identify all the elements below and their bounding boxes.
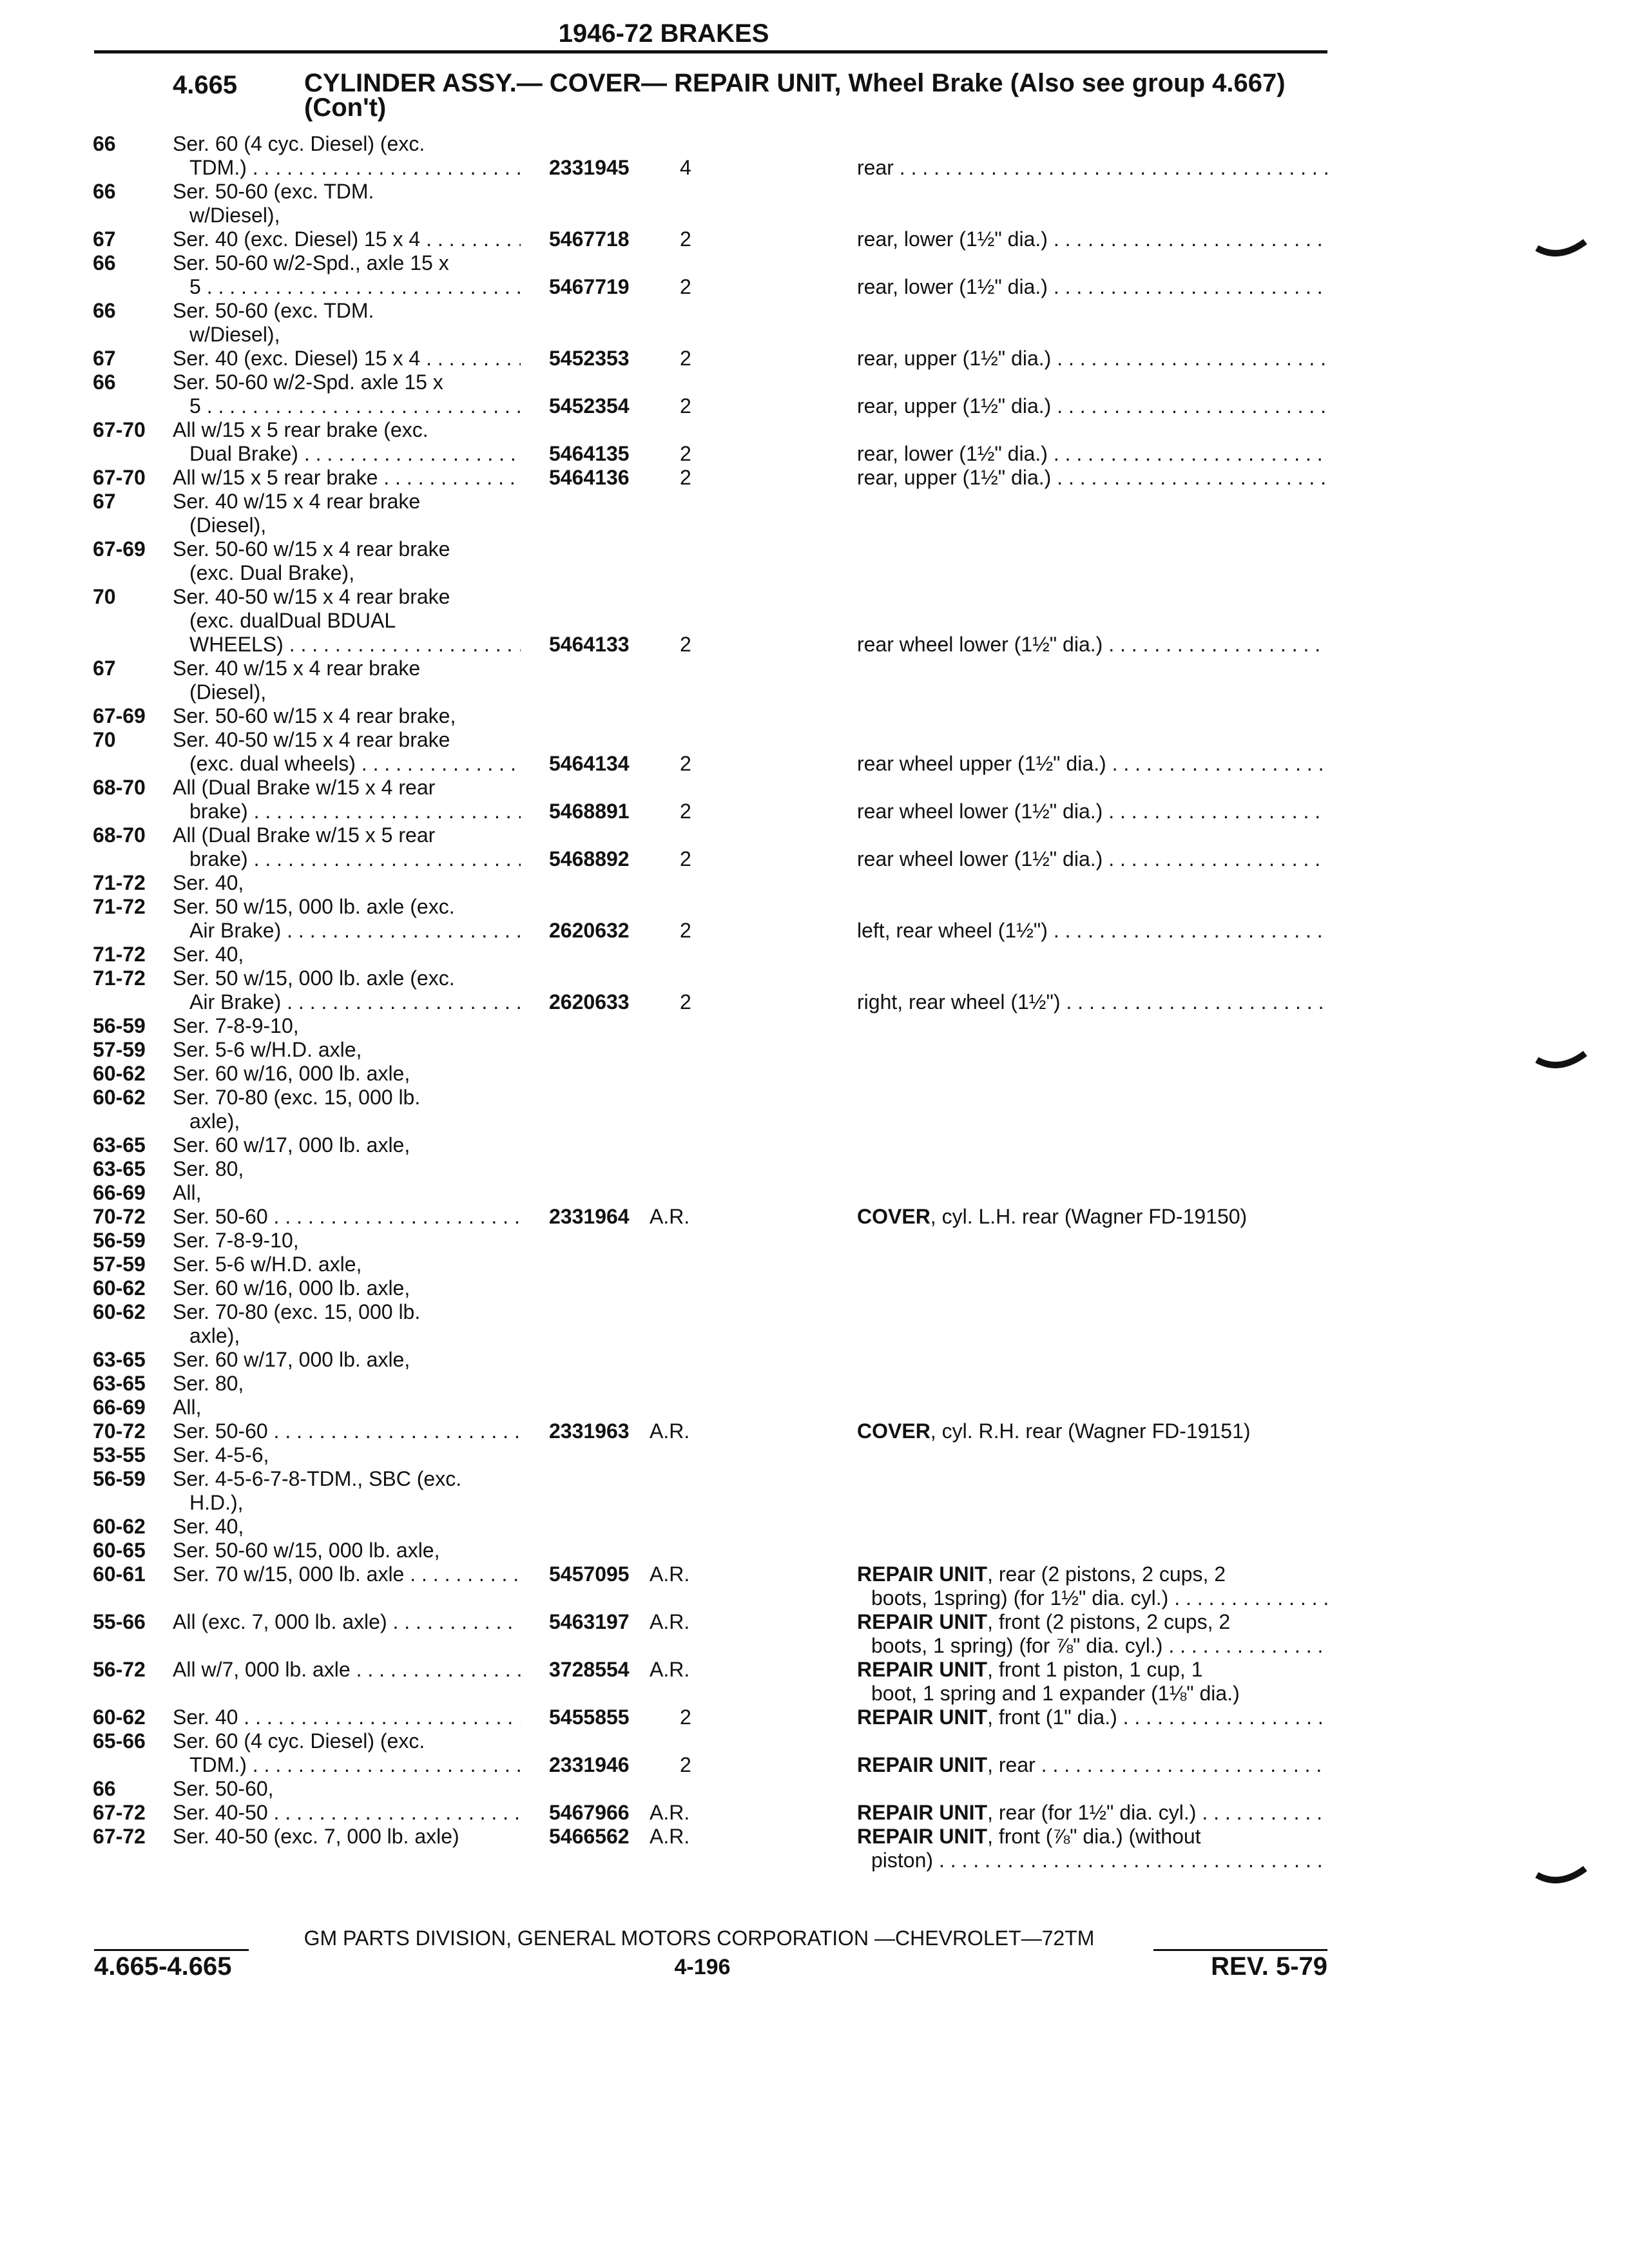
- row-years: 70-72: [93, 1419, 146, 1443]
- application-line: w/Diesel),: [189, 323, 280, 346]
- row-application: [173, 943, 521, 966]
- application-line: Ser. 70-80 (exc. 15, 000 lb.: [173, 1086, 421, 1109]
- row-years: 67: [93, 490, 116, 513]
- row-description: [857, 1658, 1327, 1706]
- row-quantity: 2: [680, 394, 691, 418]
- application-line: Ser. 40 w/15 x 4 rear brake: [173, 490, 421, 513]
- row-years: 68-70: [93, 823, 146, 847]
- description-line: boots, 1spring) (for 1½" dia. cyl.) . . .: [857, 1586, 1327, 1610]
- row-quantity: 2: [680, 919, 691, 942]
- row-quantity: 2: [680, 347, 691, 370]
- application-line: Ser. 7-8-9-10,: [173, 1014, 299, 1037]
- row-description: [857, 1706, 1327, 1729]
- row-part-number: 2331945: [549, 156, 630, 179]
- row-years: 71-72: [93, 966, 146, 990]
- row-quantity: 2: [680, 442, 691, 465]
- row-part-number: 2331946: [549, 1753, 630, 1776]
- row-quantity: 2: [680, 847, 691, 870]
- row-application: [173, 1372, 521, 1396]
- row-quantity: 2: [680, 752, 691, 775]
- row-quantity: A.R.: [650, 1419, 690, 1443]
- application-line: Ser. 50-60,: [173, 1777, 274, 1800]
- application-line: Dual Brake) . . .: [173, 442, 521, 466]
- footer-group-range: 4.665-4.665: [94, 1952, 232, 1981]
- row-description: [857, 1205, 1327, 1229]
- application-line: Ser. 50-60 (exc. TDM.: [173, 180, 374, 203]
- row-years: 66-69: [93, 1396, 146, 1419]
- application-line: Ser. 40,: [173, 871, 244, 894]
- application-line: WHEELS) . . .: [173, 633, 521, 657]
- row-application: [173, 1515, 521, 1539]
- row-description: [857, 442, 1327, 466]
- row-part-number: 2331964: [549, 1205, 630, 1228]
- row-years: 70-72: [93, 1205, 146, 1228]
- application-line: All w/7, 000 lb. axle . . .: [173, 1658, 521, 1682]
- application-line: Ser. 50-60 . . .: [173, 1205, 521, 1229]
- application-line: Ser. 50-60 w/15, 000 lb. axle,: [173, 1539, 440, 1562]
- row-application: [173, 1539, 521, 1562]
- description-line: REPAIR UNIT, front 1 piston, 1 cup, 1: [857, 1658, 1203, 1681]
- footer-page-number: 4-196: [674, 1955, 731, 1979]
- row-application: [173, 180, 521, 227]
- row-quantity: 2: [680, 990, 691, 1014]
- row-years: 60-62: [93, 1515, 146, 1538]
- footer-revision: REV. 5-79: [1211, 1952, 1327, 1981]
- row-years: 60-65: [93, 1539, 146, 1562]
- row-years: 57-59: [93, 1038, 146, 1061]
- row-years: 60-62: [93, 1062, 146, 1085]
- row-quantity: A.R.: [650, 1658, 690, 1681]
- page-header: 1946-72 BRAKES: [558, 19, 769, 48]
- application-line: brake) . . .: [173, 847, 521, 871]
- description-line: REPAIR UNIT, rear . . .: [857, 1753, 1327, 1777]
- application-line: All w/15 x 5 rear brake . . .: [173, 466, 521, 490]
- row-application: [173, 1181, 521, 1205]
- row-application: [173, 1777, 521, 1801]
- row-quantity: 4: [680, 156, 691, 179]
- row-application: [173, 1467, 521, 1515]
- row-years: 60-62: [93, 1276, 146, 1300]
- application-line: Ser. 60 w/17, 000 lb. axle,: [173, 1133, 410, 1157]
- description-line: rear wheel upper (1½" dia.) . . .: [857, 752, 1327, 776]
- application-line: Ser. 40-50 . . .: [173, 1801, 521, 1825]
- row-application: [173, 466, 521, 490]
- row-application: [173, 1729, 521, 1777]
- row-application: [173, 1300, 521, 1348]
- row-application: [173, 251, 521, 299]
- row-quantity: A.R.: [650, 1205, 690, 1228]
- application-line: Ser. 5-6 w/H.D. axle,: [173, 1038, 362, 1061]
- application-line: H.D.),: [189, 1491, 244, 1514]
- row-years: 70: [93, 728, 116, 751]
- row-years: 67-70: [93, 466, 146, 489]
- application-line: Ser. 50 w/15, 000 lb. axle (exc.: [173, 966, 455, 990]
- row-application: [173, 370, 521, 418]
- application-line: (exc. Dual Brake),: [189, 561, 355, 584]
- row-application: [173, 227, 521, 251]
- row-application: [173, 1610, 521, 1634]
- row-years: 66: [93, 251, 116, 274]
- application-line: Ser. 40,: [173, 1515, 244, 1538]
- description-line: rear wheel lower (1½" dia.) . . .: [857, 800, 1327, 823]
- row-application: [173, 1133, 521, 1157]
- application-line: (Diesel),: [189, 514, 267, 537]
- description-line: right, rear wheel (1½") . . .: [857, 990, 1327, 1014]
- row-quantity: A.R.: [650, 1610, 690, 1633]
- row-years: 66: [93, 1777, 116, 1800]
- application-line: Ser. 60 (4 cyc. Diesel) (exc.: [173, 1729, 425, 1753]
- row-application: [173, 1014, 521, 1038]
- application-line: Ser. 50-60 w/2-Spd., axle 15 x: [173, 251, 449, 274]
- row-years: 56-59: [93, 1229, 146, 1252]
- row-application: [173, 657, 521, 704]
- row-part-number: 5464136: [549, 466, 630, 489]
- description-line: rear wheel lower (1½" dia.) . . .: [857, 847, 1327, 871]
- row-quantity: 2: [680, 466, 691, 489]
- row-years: 67-69: [93, 537, 146, 561]
- application-line: Air Brake) . . .: [173, 990, 521, 1014]
- binding-mark: [1534, 226, 1592, 264]
- application-line: All (exc. 7, 000 lb. axle) . . .: [173, 1610, 521, 1634]
- description-line: REPAIR UNIT, front (2 pistons, 2 cups, 2: [857, 1610, 1231, 1633]
- row-description: [857, 1801, 1327, 1825]
- row-years: 66-69: [93, 1181, 146, 1204]
- application-line: (exc. dualDual BDUAL: [189, 609, 396, 632]
- row-part-number: 5467718: [549, 227, 630, 251]
- row-application: [173, 776, 521, 823]
- binding-mark: [1534, 1044, 1592, 1082]
- row-application: [173, 1253, 521, 1276]
- description-line: rear wheel lower (1½" dia.) . . .: [857, 633, 1327, 657]
- application-line: Ser. 60 w/16, 000 lb. axle,: [173, 1062, 410, 1085]
- row-years: 71-72: [93, 895, 146, 918]
- row-description: [857, 1825, 1327, 1872]
- row-quantity: 2: [680, 227, 691, 251]
- description-line: left, rear wheel (1½") . . .: [857, 919, 1327, 943]
- row-part-number: 2331963: [549, 1419, 630, 1443]
- application-line: (exc. dual wheels) . . .: [173, 752, 521, 776]
- row-part-number: 5452354: [549, 394, 630, 418]
- application-line: Ser. 40 (exc. Diesel) 15 x 4 . . .: [173, 347, 521, 370]
- row-application: [173, 966, 521, 1014]
- description-line: piston) . . .: [857, 1849, 1327, 1872]
- application-line: axle),: [189, 1110, 240, 1133]
- application-line: w/Diesel),: [189, 204, 280, 227]
- application-line: Ser. 4-5-6-7-8-TDM., SBC (exc.: [173, 1467, 462, 1490]
- row-application: [173, 347, 521, 370]
- application-line: TDM.) . . .: [173, 156, 521, 180]
- row-years: 53-55: [93, 1443, 146, 1466]
- row-years: 60-62: [93, 1300, 146, 1323]
- row-quantity: 2: [680, 800, 691, 823]
- row-years: 67: [93, 657, 116, 680]
- row-application: [173, 1348, 521, 1372]
- row-part-number: 5457095: [549, 1562, 630, 1586]
- description-line: REPAIR UNIT, rear (2 pistons, 2 cups, 2: [857, 1562, 1226, 1586]
- description-line: rear, lower (1½" dia.) . . .: [857, 227, 1327, 251]
- row-part-number: 5452353: [549, 347, 630, 370]
- application-line: Ser. 60 w/16, 000 lb. axle,: [173, 1276, 410, 1300]
- row-years: 66: [93, 299, 116, 322]
- row-quantity: A.R.: [650, 1825, 690, 1848]
- row-part-number: 5463197: [549, 1610, 630, 1633]
- row-quantity: A.R.: [650, 1562, 690, 1586]
- row-years: 63-65: [93, 1372, 146, 1395]
- application-line: 5 . . .: [173, 275, 521, 299]
- row-description: [857, 800, 1327, 823]
- row-description: [857, 1753, 1327, 1777]
- row-description: [857, 633, 1327, 657]
- row-application: [173, 1396, 521, 1419]
- application-line: Ser. 50 w/15, 000 lb. axle (exc.: [173, 895, 455, 918]
- description-line: COVER, cyl. R.H. rear (Wagner FD-19151): [857, 1419, 1251, 1443]
- row-years: 67-69: [93, 704, 146, 727]
- row-quantity: 2: [680, 275, 691, 298]
- description-line: rear, upper (1½" dia.) . . .: [857, 394, 1327, 418]
- row-years: 67-72: [93, 1825, 146, 1848]
- row-years: 63-65: [93, 1133, 146, 1157]
- row-part-number: 5464135: [549, 442, 630, 465]
- application-line: All,: [173, 1181, 202, 1204]
- application-line: All (Dual Brake w/15 x 5 rear: [173, 823, 436, 847]
- application-line: axle),: [189, 1324, 240, 1347]
- application-line: Ser. 60 w/17, 000 lb. axle,: [173, 1348, 410, 1371]
- application-line: Ser. 40,: [173, 943, 244, 966]
- application-line: Ser. 70-80 (exc. 15, 000 lb.: [173, 1300, 421, 1323]
- description-line: boots, 1 spring) (for ⅞" dia. cyl.) . . .: [857, 1634, 1327, 1658]
- row-years: 63-65: [93, 1157, 146, 1180]
- row-application: [173, 537, 521, 585]
- row-application: [173, 1419, 521, 1443]
- application-line: Ser. 4-5-6,: [173, 1443, 269, 1466]
- row-description: [857, 1610, 1327, 1658]
- row-description: [857, 990, 1327, 1014]
- row-application: [173, 1562, 521, 1586]
- row-application: [173, 1229, 521, 1253]
- binding-mark: [1534, 1856, 1592, 1894]
- row-quantity: 2: [680, 1706, 691, 1729]
- row-years: 66: [93, 370, 116, 394]
- row-application: [173, 704, 521, 728]
- row-quantity: 2: [680, 1753, 691, 1776]
- application-line: (Diesel),: [189, 680, 267, 704]
- row-part-number: 5467966: [549, 1801, 630, 1824]
- description-line: rear, lower (1½" dia.) . . .: [857, 442, 1327, 466]
- application-line: brake) . . .: [173, 800, 521, 823]
- row-application: [173, 1658, 521, 1682]
- row-description: [857, 347, 1327, 370]
- description-line: boot, 1 spring and 1 expander (1⅛" dia.): [871, 1682, 1240, 1705]
- row-years: 55-66: [93, 1610, 146, 1633]
- application-line: Ser. 40-50 w/15 x 4 rear brake: [173, 728, 450, 751]
- row-application: [173, 823, 521, 871]
- description-line: rear . . .: [857, 156, 1327, 180]
- application-line: Ser. 40-50 w/15 x 4 rear brake: [173, 585, 450, 608]
- row-application: [173, 299, 521, 347]
- row-part-number: 5467719: [549, 275, 630, 298]
- description-line: REPAIR UNIT, front (1" dia.) . . .: [857, 1706, 1327, 1729]
- application-line: TDM.) . . .: [173, 1753, 521, 1777]
- row-application: [173, 1157, 521, 1181]
- application-line: All (Dual Brake w/15 x 4 rear: [173, 776, 436, 799]
- description-line: rear, upper (1½" dia.) . . .: [857, 466, 1327, 490]
- row-application: [173, 728, 521, 776]
- row-description: [857, 1562, 1327, 1610]
- description-line: rear, upper (1½" dia.) . . .: [857, 347, 1327, 370]
- description-line: COVER, cyl. L.H. rear (Wagner FD-19150): [857, 1205, 1248, 1228]
- application-line: Ser. 50-60 w/15 x 4 rear brake: [173, 537, 450, 561]
- description-line: REPAIR UNIT, rear (for 1½" dia. cyl.) . . .: [857, 1801, 1327, 1825]
- application-line: Ser. 7-8-9-10,: [173, 1229, 299, 1252]
- row-application: [173, 1205, 521, 1229]
- application-line: All w/15 x 5 rear brake (exc.: [173, 418, 429, 441]
- row-years: 66: [93, 180, 116, 203]
- footer-rule-right: [1153, 1949, 1327, 1951]
- application-line: Ser. 60 (4 cyc. Diesel) (exc.: [173, 132, 425, 155]
- row-years: 63-65: [93, 1348, 146, 1371]
- row-quantity: A.R.: [650, 1801, 690, 1824]
- row-years: 60-61: [93, 1562, 146, 1586]
- application-line: Ser. 50-60 . . .: [173, 1419, 521, 1443]
- row-years: 57-59: [93, 1253, 146, 1276]
- row-application: [173, 895, 521, 943]
- row-years: 67-72: [93, 1801, 146, 1824]
- row-part-number: 3728554: [549, 1658, 630, 1681]
- row-part-number: 5468892: [549, 847, 630, 870]
- application-line: 5 . . .: [173, 394, 521, 418]
- row-years: 67: [93, 347, 116, 370]
- row-years: 60-62: [93, 1706, 146, 1729]
- row-part-number: 2620633: [549, 990, 630, 1014]
- row-description: [857, 466, 1327, 490]
- row-application: [173, 1062, 521, 1086]
- application-line: Ser. 80,: [173, 1372, 244, 1395]
- row-part-number: 2620632: [549, 919, 630, 942]
- application-line: Ser. 50-60 (exc. TDM.: [173, 299, 374, 322]
- section-number: 4.665: [173, 71, 238, 99]
- section-title: CYLINDER ASSY.— COVER— REPAIR UNIT, Wheel Brake (Also see group 4.667) (Con't): [304, 69, 1286, 122]
- row-years: 56-59: [93, 1014, 146, 1037]
- row-years: 68-70: [93, 776, 146, 799]
- row-description: [857, 847, 1327, 871]
- row-years: 67-70: [93, 418, 146, 441]
- row-application: [173, 1038, 521, 1062]
- application-line: Air Brake) . . .: [173, 919, 521, 943]
- row-description: [857, 752, 1327, 776]
- row-years: 71-72: [93, 871, 146, 894]
- row-application: [173, 490, 521, 537]
- row-application: [173, 1443, 521, 1467]
- row-description: [857, 156, 1327, 180]
- application-line: Ser. 50-60 w/2-Spd. axle 15 x: [173, 370, 443, 394]
- application-line: Ser. 40 . . .: [173, 1706, 521, 1729]
- row-application: [173, 1801, 521, 1825]
- application-line: Ser. 5-6 w/H.D. axle,: [173, 1253, 362, 1276]
- application-line: Ser. 70 w/15, 000 lb. axle . . .: [173, 1562, 521, 1586]
- row-part-number: 5464133: [549, 633, 630, 656]
- row-application: [173, 132, 521, 180]
- row-quantity: 2: [680, 633, 691, 656]
- application-line: Ser. 80,: [173, 1157, 244, 1180]
- row-years: 60-62: [93, 1086, 146, 1109]
- row-application: [173, 1276, 521, 1300]
- row-years: 67: [93, 227, 116, 251]
- application-line: All,: [173, 1396, 202, 1419]
- description-line: REPAIR UNIT, front (⅞" dia.) (without: [857, 1825, 1201, 1848]
- row-application: [173, 585, 521, 657]
- row-years: 56-59: [93, 1467, 146, 1490]
- row-years: 71-72: [93, 943, 146, 966]
- row-years: 66: [93, 132, 116, 155]
- row-application: [173, 1825, 521, 1849]
- row-application: [173, 418, 521, 466]
- row-years: 56-72: [93, 1658, 146, 1681]
- application-line: Ser. 40-50 (exc. 7, 000 lb. axle): [173, 1825, 459, 1848]
- row-part-number: 5464134: [549, 752, 630, 775]
- row-description: [857, 919, 1327, 943]
- row-part-number: 5455855: [549, 1706, 630, 1729]
- row-description: [857, 275, 1327, 299]
- row-application: [173, 1706, 521, 1729]
- row-part-number: 5466562: [549, 1825, 630, 1848]
- footer-publisher: GM PARTS DIVISION, GENERAL MOTORS CORPORATION —CHEVROLET—72TM: [304, 1927, 1095, 1950]
- row-description: [857, 1419, 1327, 1443]
- row-application: [173, 871, 521, 895]
- application-line: Ser. 50-60 w/15 x 4 rear brake,: [173, 704, 456, 727]
- row-description: [857, 227, 1327, 251]
- application-line: Ser. 40 (exc. Diesel) 15 x 4 . . .: [173, 227, 521, 251]
- application-line: Ser. 40 w/15 x 4 rear brake: [173, 657, 421, 680]
- row-application: [173, 1086, 521, 1133]
- row-part-number: 5468891: [549, 800, 630, 823]
- description-line: rear, lower (1½" dia.) . . .: [857, 275, 1327, 299]
- row-description: [857, 394, 1327, 418]
- row-years: 70: [93, 585, 116, 608]
- row-years: 65-66: [93, 1729, 146, 1753]
